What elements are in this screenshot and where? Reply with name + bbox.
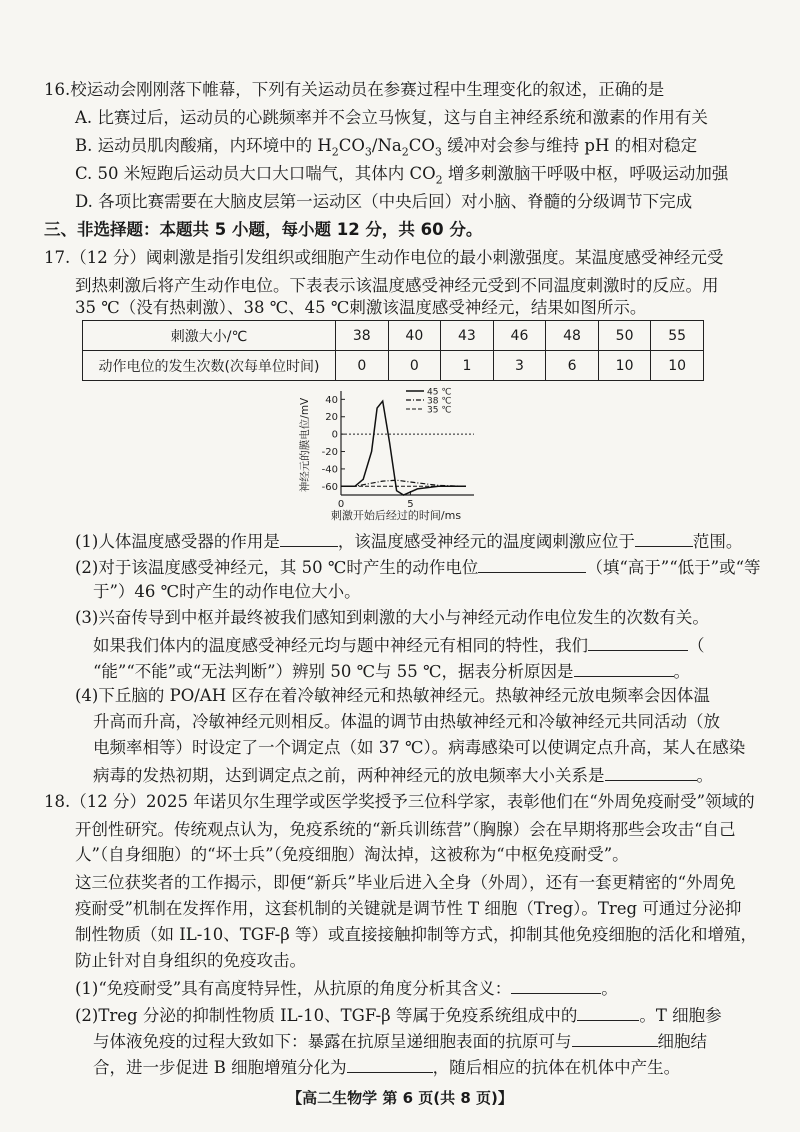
q17-line-1: 17.（12 分）阈刺激是指引发组织或细胞产生动作电位的最小刺激强度。某温度感受神经元受 [44, 248, 724, 267]
q17-part-4-cont3: 病毒的发热初期，达到调定点之前，两种神经元的放电频率大小关系是 。 [93, 766, 713, 785]
table-cell: 0 [336, 351, 389, 381]
q17-part-3: (3)兴奋传导到中枢并最终被我们感知到刺激的大小与神经元动作电位发生的次数有关。 [75, 608, 709, 627]
x-axis-label: 刺激开始后经过的时间/ms [330, 509, 462, 522]
q17-part-2: (2)对于该温度感受神经元，其 50 ℃时产生的动作电位 （填“高于”“低于”或“等 [75, 558, 761, 577]
table-cell: 48 [546, 321, 599, 351]
q17-part-3-cont: 如果我们体内的温度感受神经元均与题中神经元有相同的特性，我们 （ [93, 636, 705, 655]
q17-part-1: (1)人体温度感受器的作用是 ，该温度感受神经元的温度阈刺激应位于 范围。 [75, 532, 743, 551]
answer-blank[interactable] [280, 530, 338, 547]
table-cell: 40 [388, 321, 441, 351]
legend-label: 45 ℃ [427, 387, 452, 398]
q17-line-2: 到热刺激后将产生动作电位。下表表示该温度感受神经元受到不同温度刺激时的反应。用 [75, 276, 719, 295]
table-cell: 0 [388, 351, 441, 381]
q18-line-2: 开创性研究。传统观点认为，免疫系统的“新兵训练营”（胸腺）会在早期将那些会攻击“自己 [75, 820, 736, 839]
q17-line-3: 35 ℃（没有热刺激）、38 ℃、45 ℃刺激该温度感受神经元，结果如图所示。 [75, 298, 647, 317]
answer-blank[interactable] [572, 1030, 658, 1047]
q18-line-4: 这三位获奖者的工作揭示，即便“新兵”毕业后进入全身（外周），还有一套更精密的“外周免 [75, 873, 736, 892]
table-header-cell: 动作电位的发生次数(次每单位时间) [83, 351, 336, 381]
q16-option-b: B. 运动员肌肉酸痛，内环境中的 $H_2CO_3/Na_2CO_3$ 缓冲对会参与维持 pH 的相对稳定 [75, 136, 698, 159]
table-cell: 50 [598, 321, 651, 351]
q18-line-3: 人”（自身细胞）的“坏士兵”（免疫细胞）淘汰掉，这被称为“中枢免疫耐受”。 [75, 845, 629, 864]
table-row [83, 321, 704, 351]
q18-part-2-cont2: 合，进一步促进 B 细胞增殖分化为 ，随后相应的抗体在机体中产生。 [93, 1058, 681, 1077]
q17-part-3-cont2: “能”“不能”或“无法判断”）辨别 50 ℃与 55 ℃，据表分析原因是 。 [93, 662, 690, 681]
answer-blank[interactable] [347, 1056, 433, 1073]
section-header: 三、非选择题：本题共 5 小题，每小题 12 分，共 60 分。 [44, 220, 483, 239]
y-tick-label: 0 [331, 429, 338, 441]
page-footer: 【高二生物学 第 6 页(共 8 页)】 [287, 1089, 513, 1107]
y-axis-label: 神经元的膜电位/mV [299, 397, 311, 493]
q17-part-2-cont: 于”）46 ℃时产生的动作电位大小。 [93, 582, 361, 601]
answer-blank[interactable] [577, 1004, 639, 1021]
table-cell: 55 [651, 321, 704, 351]
stimulus-table [82, 320, 704, 381]
q16-option-a: A. 比赛过后，运动员的心跳频率并不会立马恢复，这与自主神经系统和激素的作用有关 [75, 108, 708, 127]
q18-line-7: 防止针对自身组织的免疫攻击。 [75, 951, 306, 970]
y-tick-label: 20 [325, 412, 338, 424]
q18-line-5: 疫耐受”机制在发挥作用，这套机制的关键就是调节性 T 细胞（Treg）。Treg 可通过分泌抑 [75, 899, 742, 918]
q16-option-c: C. 50 米短跑后运动员大口大口喘气，其体内 $CO_2$ 增多刺激脑干呼吸中枢，呼吸运动加强 [75, 164, 729, 187]
answer-blank[interactable] [635, 530, 693, 547]
answer-blank[interactable] [574, 660, 674, 677]
answer-blank[interactable] [511, 977, 601, 994]
q16-stem: 16.校运动会刚刚落下帷幕，下列有关运动员在参赛过程中生理变化的叙述，正确的是 [44, 80, 665, 99]
y-tick-label: -40 [321, 464, 338, 476]
table-cell: 6 [546, 351, 599, 381]
membrane-potential-chart [296, 383, 496, 523]
q18-part-2-cont: 与体液免疫的过程大致如下：暴露在抗原呈递细胞表面的抗原可与 细胞结 [93, 1032, 707, 1051]
legend-label: 35 ℃ [427, 405, 452, 416]
legend-label: 38 ℃ [427, 396, 452, 407]
q17-part-4: (4)下丘脑的 PO/AH 区存在着冷敏神经元和热敏神经元。热敏神经元放电频率会因体温 [75, 686, 710, 705]
y-tick-label: 40 [325, 394, 338, 406]
table-cell: 3 [493, 351, 546, 381]
table-cell: 1 [441, 351, 494, 381]
y-tick-label: -20 [321, 447, 338, 459]
x-tick-label: 0 [337, 499, 345, 510]
q16-option-d: D. 各项比赛需要在大脑皮层第一运动区（中央后回）对小脑、脊髓的分级调节下完成 [75, 192, 693, 211]
answer-blank[interactable] [478, 556, 586, 573]
q18-part-1: (1)“免疫耐受”具有高度特异性，从抗原的角度分析其含义： 。 [75, 979, 618, 998]
series-line-2 [341, 480, 466, 486]
table-cell: 38 [336, 321, 389, 351]
table-cell: 10 [598, 351, 651, 381]
q18-line-1: 18.（12 分）2025 年诺贝尔生理学或医学奖授予三位科学家，表彰他们在“外周免疫耐受”领域的 [44, 792, 755, 811]
answer-blank[interactable] [605, 764, 697, 781]
q18-part-2: (2)Treg 分泌的抑制性物质 IL-10、TGF-β 等属于免疫系统组成中的 。T 细胞参 [75, 1006, 722, 1025]
answer-blank[interactable] [588, 634, 688, 651]
x-tick-label: 5 [407, 499, 414, 510]
table-header-cell: 刺激大小/℃ [83, 321, 336, 351]
q17-part-4-cont2: 电频率相等）时设定了一个调定点（如 37 ℃）。病毒感染可以使调定点升高，某人在感染 [93, 738, 746, 757]
q18-line-6: 制性物质（如 IL-10、TGF-β 等）或直接接触抑制等方式，抑制其他免疫细胞的活化和增殖， [75, 925, 758, 944]
table-row [83, 351, 704, 381]
q17-part-4-cont: 升高而升高，冷敏神经元则相反。体温的调节由热敏神经元和冷敏神经元共同活动（放 [93, 712, 720, 731]
table-cell: 10 [651, 351, 704, 381]
table-cell: 43 [441, 321, 494, 351]
table-cell: 46 [493, 321, 546, 351]
y-tick-label: -60 [321, 481, 338, 493]
